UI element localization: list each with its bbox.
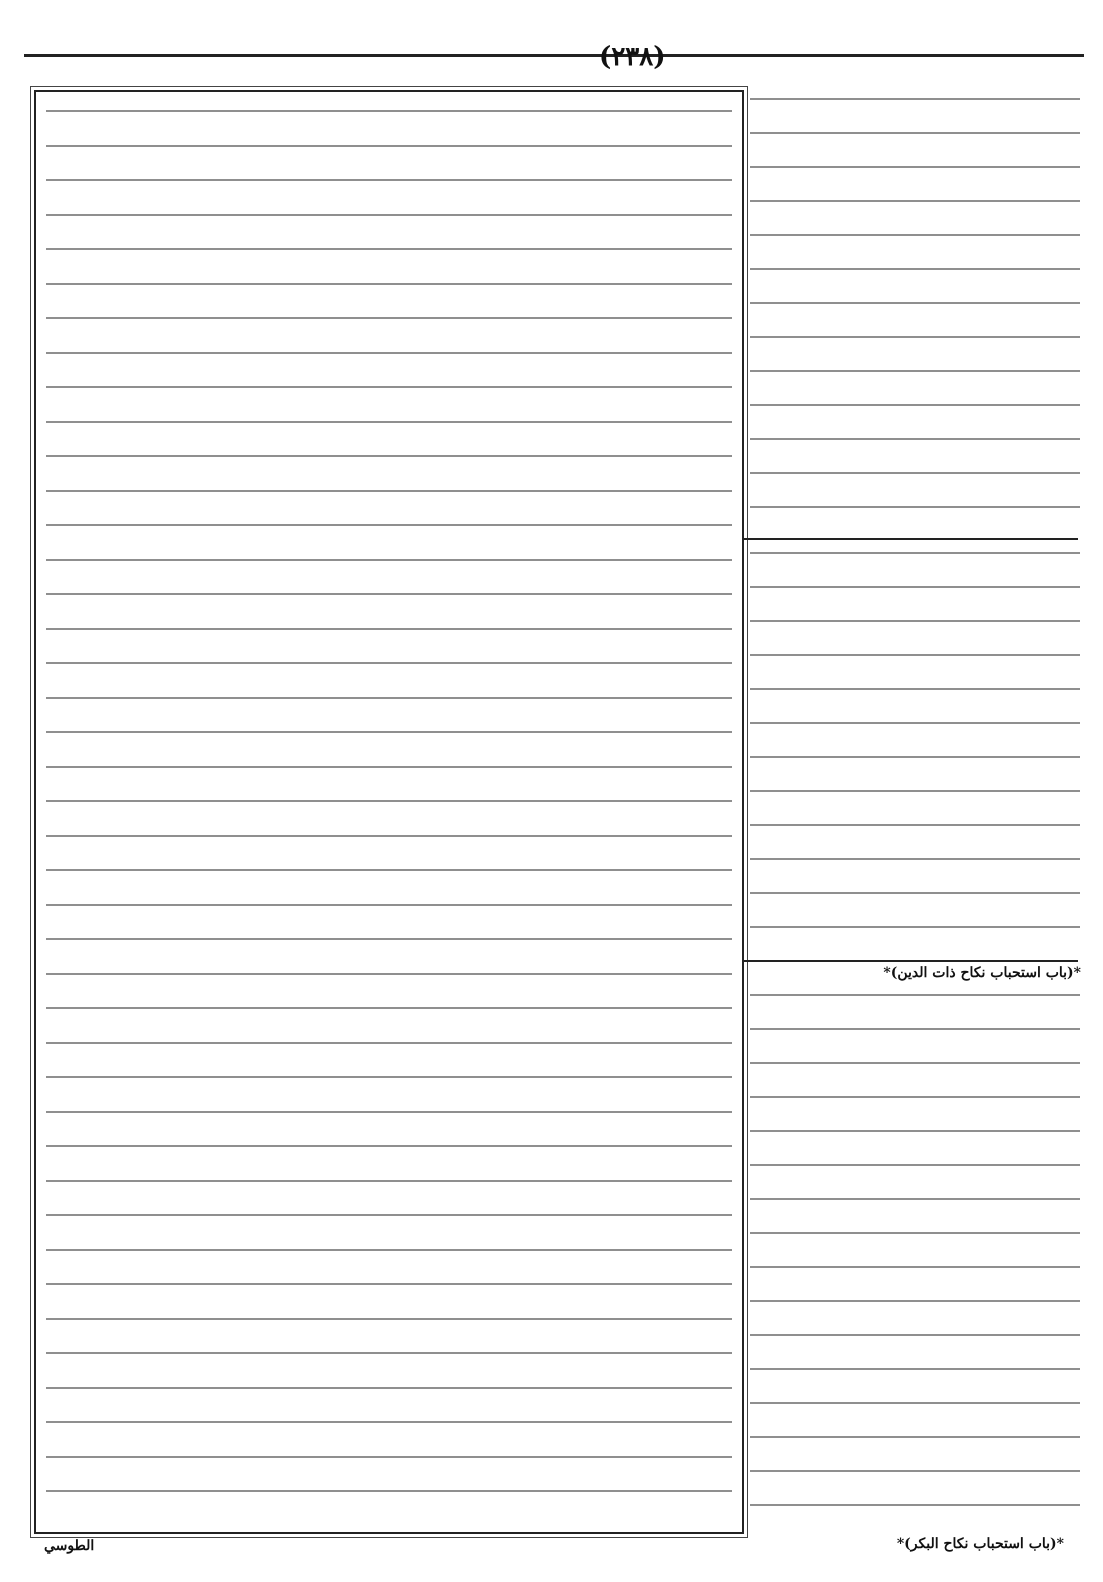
text-line [46, 1421, 732, 1423]
text-line [46, 835, 732, 837]
text-line [750, 1096, 1080, 1098]
text-line [750, 200, 1080, 202]
text-line [46, 283, 732, 285]
text-line [750, 1334, 1080, 1336]
text-line [750, 1198, 1080, 1200]
text-line [46, 1145, 732, 1147]
text-line [46, 1283, 732, 1285]
text-line [750, 370, 1080, 372]
catchword: الطوسي [44, 1538, 95, 1554]
text-line [750, 1028, 1080, 1030]
side-column [744, 90, 1084, 1530]
text-line [750, 268, 1080, 270]
text-line [46, 1042, 732, 1044]
text-line [750, 688, 1080, 690]
text-line [750, 1130, 1080, 1132]
text-line [750, 438, 1080, 440]
text-line [46, 490, 732, 492]
text-line [46, 800, 732, 802]
text-line [46, 110, 732, 112]
text-line [750, 166, 1080, 168]
text-line [46, 1318, 732, 1320]
text-line [750, 302, 1080, 304]
text-line [750, 1504, 1080, 1506]
text-line [46, 559, 732, 561]
header-rule [24, 54, 1084, 57]
text-line [750, 1232, 1080, 1234]
text-line [46, 938, 732, 940]
text-line [750, 586, 1080, 588]
text-line [46, 1387, 732, 1389]
text-line [46, 628, 732, 630]
text-line [750, 404, 1080, 406]
text-line [46, 662, 732, 664]
text-line [46, 455, 732, 457]
text-line [750, 1470, 1080, 1472]
text-line [750, 336, 1080, 338]
text-line [46, 421, 732, 423]
text-line [46, 1076, 732, 1078]
text-line [46, 317, 732, 319]
text-line [750, 132, 1080, 134]
text-line [750, 1164, 1080, 1166]
text-line [46, 697, 732, 699]
text-line [750, 98, 1080, 100]
text-line [750, 1402, 1080, 1404]
text-line [46, 904, 732, 906]
text-line [750, 620, 1080, 622]
page-number: (٢٣٨) [599, 42, 666, 72]
text-line [750, 994, 1080, 996]
text-line [46, 869, 732, 871]
text-line [46, 214, 732, 216]
text-line [46, 145, 732, 147]
main-text-frame [34, 90, 744, 1534]
text-line [46, 1456, 732, 1458]
side-divider-1 [744, 538, 1078, 540]
side-divider-2 [744, 960, 1078, 962]
next-chapter-heading: *(باب استحباب نكاح البكر)* [896, 1536, 1064, 1552]
text-line [46, 1490, 732, 1492]
text-line [750, 892, 1080, 894]
text-line [750, 1062, 1080, 1064]
text-line [750, 1368, 1080, 1370]
text-line [750, 722, 1080, 724]
text-line [750, 858, 1080, 860]
text-line [46, 593, 732, 595]
text-line [46, 1111, 732, 1113]
text-line [750, 790, 1080, 792]
chapter-heading: *(باب استحباب نكاح ذات الدين)* [883, 965, 1081, 981]
text-line [46, 248, 732, 250]
text-line [46, 1249, 732, 1251]
text-line [750, 756, 1080, 758]
text-line [750, 1266, 1080, 1268]
text-line [46, 1214, 732, 1216]
text-line [46, 352, 732, 354]
text-line [46, 524, 732, 526]
page-header [24, 36, 1084, 82]
text-line [750, 926, 1080, 928]
text-line [750, 824, 1080, 826]
text-line [750, 552, 1080, 554]
text-line [46, 731, 732, 733]
text-line [46, 766, 732, 768]
text-line [46, 179, 732, 181]
text-line [46, 1352, 732, 1354]
text-line [46, 386, 732, 388]
text-line [750, 472, 1080, 474]
text-line [46, 1007, 732, 1009]
text-line [750, 506, 1080, 508]
text-line [46, 973, 732, 975]
text-line [46, 1180, 732, 1182]
text-line [750, 234, 1080, 236]
text-line [750, 1300, 1080, 1302]
text-line [750, 1436, 1080, 1438]
text-line [750, 654, 1080, 656]
